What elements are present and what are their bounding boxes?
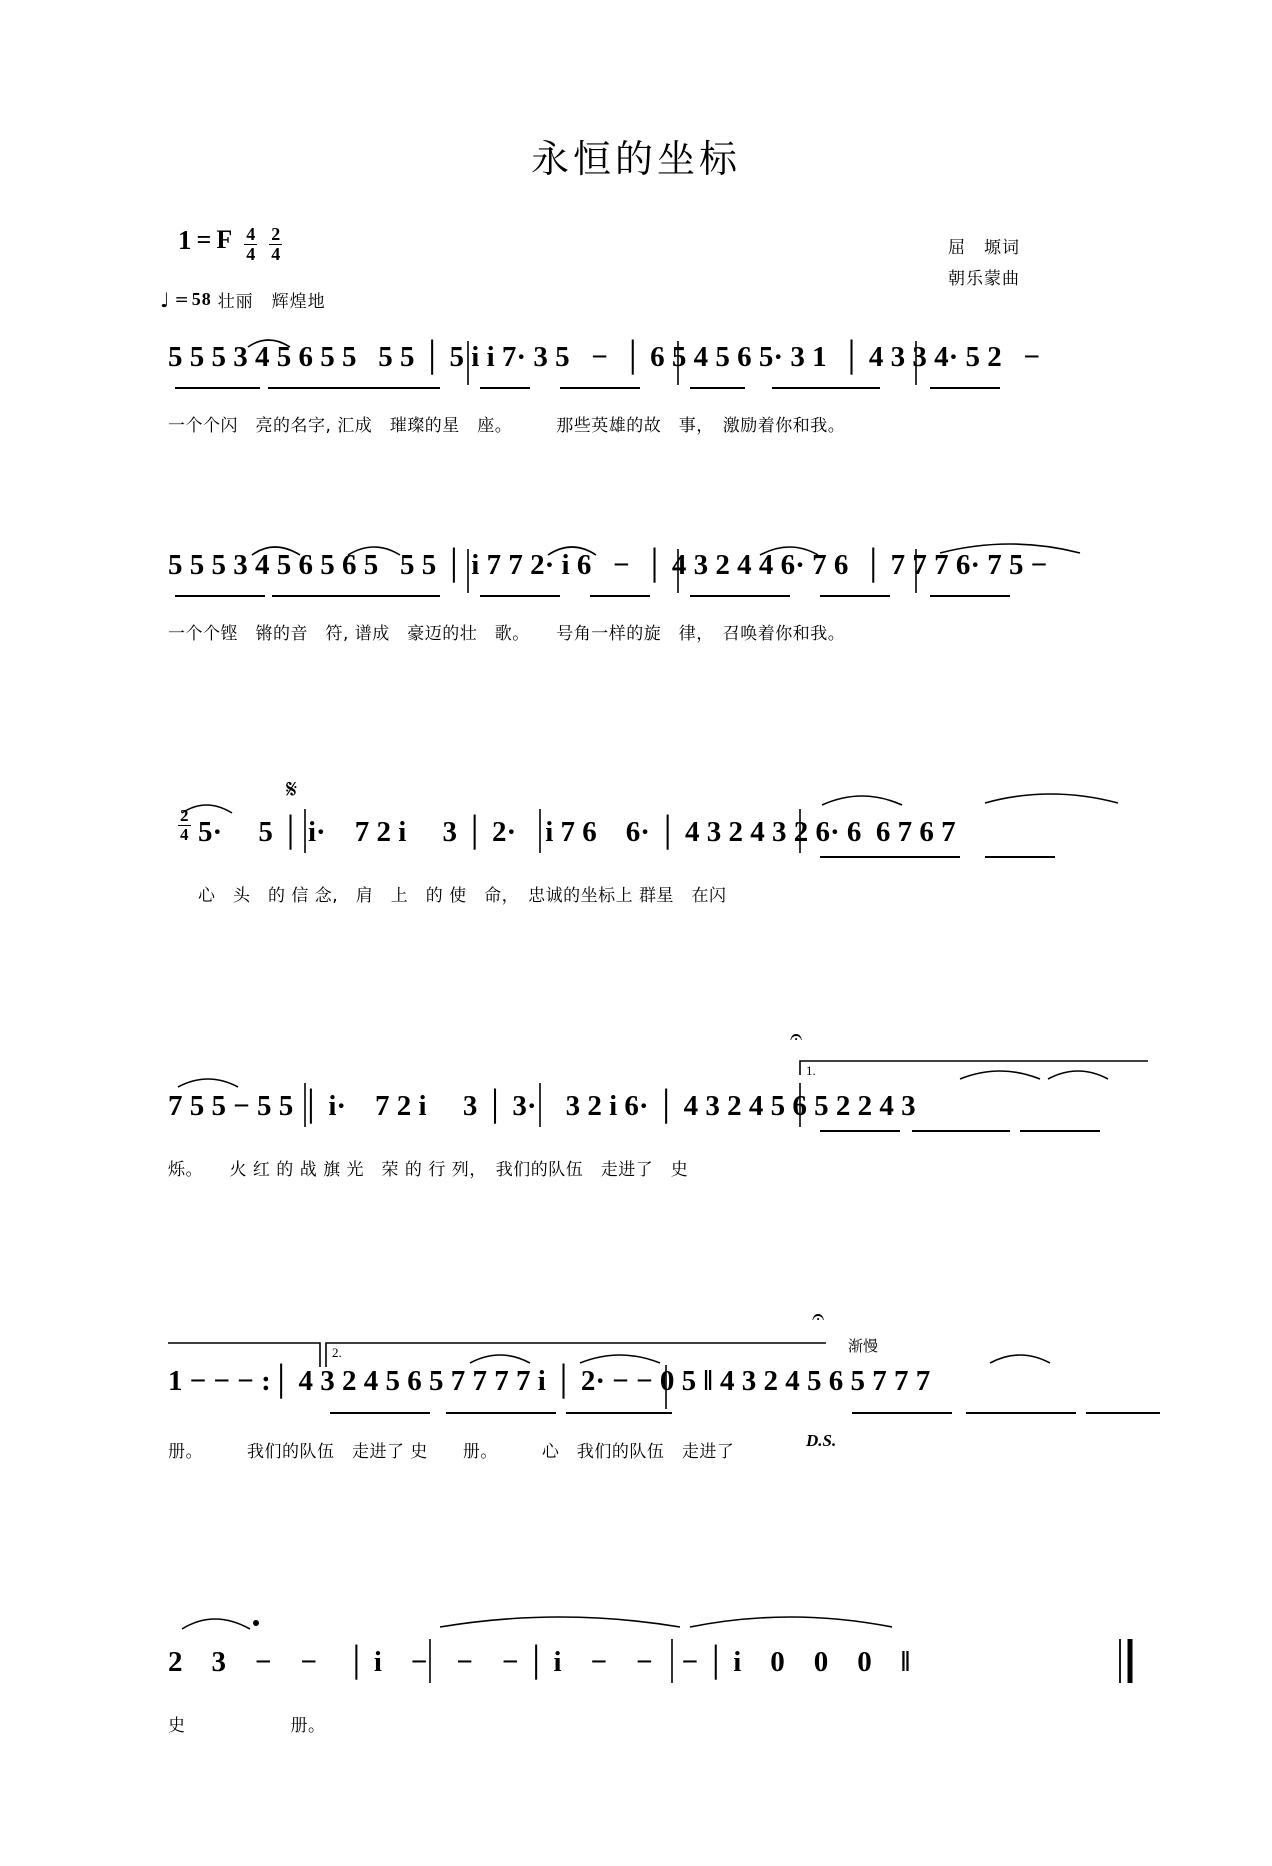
fermata-icon: 𝄐	[790, 1025, 803, 1050]
system-4-notes: 7 5 5 − 5 5 │ i· 7 2 i 3 │ 3· 3 2 i 6· │ 4 3 2 4 5 6 5 2 2 4 3	[168, 1090, 916, 1122]
system-2-lyrics: 一个个铿 锵的音 符, 谱成 豪迈的壮 歌。 号角一样的旋 律， 召唤着你和我。	[168, 624, 846, 644]
score-header	[0, 224, 1272, 312]
system-1-lyrics: 一个个闪 亮的名字, 汇成 璀璨的星 座。 那些英雄的故 事， 激励着你和我。	[168, 416, 846, 436]
lyricist-credit: 屈 塬词	[948, 238, 1020, 258]
time-signature-primary-numerator: 4	[246, 224, 256, 244]
page-title: 永恒的坐标	[530, 137, 741, 181]
system-5-engraving	[0, 1323, 1272, 1503]
segno-icon: 𝄋	[286, 775, 298, 805]
meter-change-numerator: 2	[180, 806, 189, 825]
system-3	[0, 775, 1272, 945]
time-signature-secondary	[269, 225, 282, 264]
time-signature-primary	[244, 225, 257, 264]
system-4	[0, 1025, 1272, 1219]
tempo-marking	[160, 287, 326, 312]
system-6-lyrics: 史 册。	[168, 1716, 326, 1736]
key-signature	[178, 225, 282, 264]
time-signature-primary-denominator: 4	[246, 243, 256, 264]
system-5-notes: 1 − − − :│ 4 3 2 4 5 6 5 7 7 7 7 i │ 2· − − 0 5 ‖ 4 3 2 4 5 6 5 7 7 7	[168, 1365, 931, 1397]
key-equals: =	[196, 225, 212, 254]
quarter-note-icon: ♩	[160, 287, 171, 312]
system-3-notes: 5· 5 │ i· 7 2 i 3 │ 2· i 7 6 6· │ 4 3 2 4 3 2 6· 6 6 7 6 7	[198, 816, 956, 848]
meter-change-system-3	[178, 807, 191, 844]
composer-credit: 朝乐蒙曲	[948, 269, 1020, 290]
system-1-notes: 5 5 5 3 4 5 6 5 5 5 5 │ 5 i i 7· 3 5 − │ 6 5 4 5 6 5· 3 1 │ 4 3 3 4· 5 2 −	[168, 341, 1041, 373]
key-tonic: 1	[178, 225, 192, 255]
system-1	[0, 323, 1272, 473]
meter-change-denominator: 4	[180, 824, 189, 844]
key-note: F	[216, 225, 233, 254]
sheet-music-page	[0, 128, 1272, 1866]
ds-marking: D.S.	[806, 1431, 837, 1450]
volta-1-label: 1.	[806, 1063, 816, 1078]
system-6	[0, 1607, 1272, 1757]
system-2-notes: 5 5 5 3 4 5 6 5 6 5 5 5 │ i 7 7 2· i 6 − │ 4 3 2 4 4 6· 7 6 │ 7 7 7 6· 7 5 −	[168, 549, 1048, 581]
tempo-bpm: 58	[191, 289, 212, 309]
system-5	[0, 1305, 1272, 1503]
system-2	[0, 531, 1272, 681]
system-5-lyrics: 册。 我们的队伍 走进了 史 册。 心 我们的队伍 走进了	[168, 1442, 735, 1462]
volta-2-label: 2.	[332, 1345, 342, 1360]
fermata-icon-2: 𝄐	[812, 1305, 825, 1330]
system-4-engraving	[0, 1049, 1272, 1219]
time-signature-secondary-numerator: 2	[271, 224, 281, 244]
tempo-expression: 壮丽 辉煌地	[217, 292, 326, 312]
time-signature-secondary-denominator: 4	[271, 243, 281, 264]
system-3-lyrics: 心 头 的 信 念, 肩 上 的 使 命， 忠诚的坐标上 群星 在闪	[198, 886, 727, 906]
rit-marking: 渐慢	[848, 1337, 879, 1355]
system-4-lyrics: 烁。 火 红 的 战 旗 光 荣 的 行 列， 我们的队伍 走进了 史	[168, 1160, 689, 1180]
credits	[948, 233, 1020, 296]
system-6-notes: 2 3 − − │ i − − − │ i − − − │ i 0 0 0 ‖	[168, 1646, 911, 1678]
tempo-equals: =	[174, 289, 190, 310]
